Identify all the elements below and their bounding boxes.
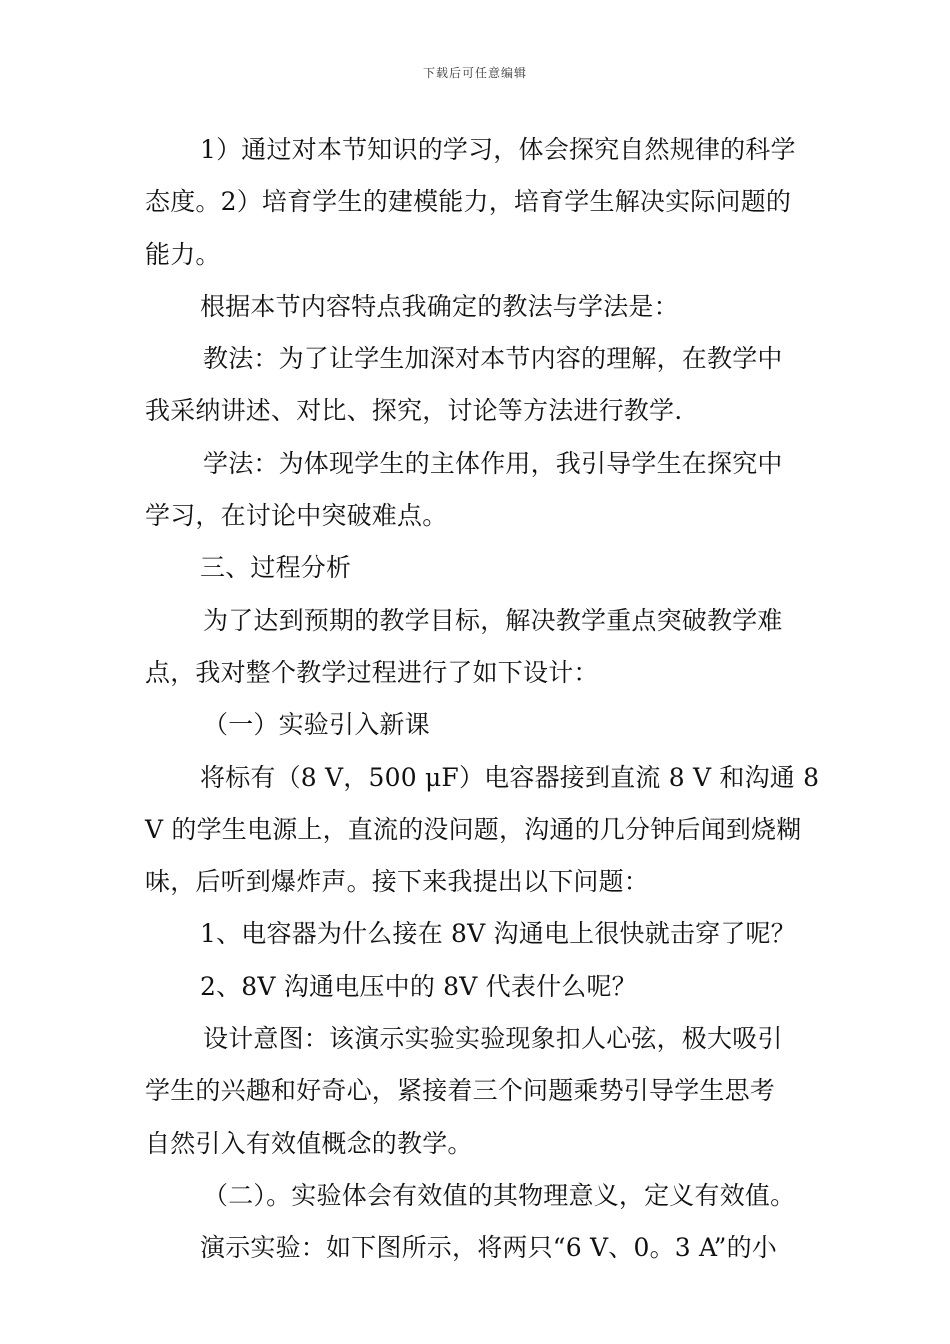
paragraph-line: 根据本节内容特点我确定的教法与学法是： — [200, 291, 679, 321]
document-body — [145, 124, 820, 1275]
paragraph-line: 自然引入有效值概念的教学。 — [145, 1128, 473, 1158]
paragraph-line: 学法：为体现学生的主体作用，我引导学生在探究中 — [203, 448, 783, 478]
paragraph-line: 教法：为了让学生加深对本节内容的理解，在教学中 — [203, 344, 783, 374]
question-item: 1、电容器为什么接在 8V 沟通电上很快就击穿了呢？ — [200, 919, 796, 949]
paragraph-line: 将标有（8 V，500 μF）电容器接到直流 8 V 和沟通 8 — [200, 762, 820, 792]
paragraph-line: 我采纳讲述、对比、探究，讨论等方法进行教学. — [145, 396, 683, 426]
subsection-heading: （二）。实验体会有效值的其物理意义，定义有效值。 — [203, 1180, 796, 1210]
paragraph-line: 能力。 — [145, 239, 221, 269]
subsection-heading: （一）实验引入新课 — [203, 710, 430, 740]
paragraph-line: 1）通过对本节知识的学习，体会探究自然规律的科学 — [200, 135, 796, 164]
question-item: 2、8V 沟通电压中的 8V 代表什么呢？ — [200, 971, 637, 1001]
paragraph-line: 学习，在讨论中突破难点。 — [145, 501, 448, 531]
paragraph-line: 味，后听到爆炸声。接下来我提出以下问题： — [145, 867, 650, 897]
paragraph-line: 点，我对整个教学过程进行了如下设计： — [145, 657, 599, 687]
paragraph-line: 为了达到预期的教学目标，解决教学重点突破教学难 — [203, 605, 783, 635]
paragraph-line: 设计意图：该演示实验实验现象扣人心弦，极大吸引 — [203, 1024, 783, 1054]
paragraph-line: 态度。2）培育学生的建模能力，培育学生解决实际问题的 — [145, 187, 792, 217]
page-header: 下载后可任意编辑 — [422, 66, 527, 80]
section-heading: 三、过程分析 — [200, 553, 352, 583]
paragraph-line: 演示实验：如下图所示，将两只“6 V、0。3 A”的小 — [200, 1233, 778, 1263]
paragraph-line: V 的学生电源上，直流的没问题，沟通的几分钟后闻到烧糊 — [145, 814, 802, 844]
paragraph-line: 学生的兴趣和好奇心，紧接着三个问题乘势引导学生思考 — [145, 1076, 776, 1106]
